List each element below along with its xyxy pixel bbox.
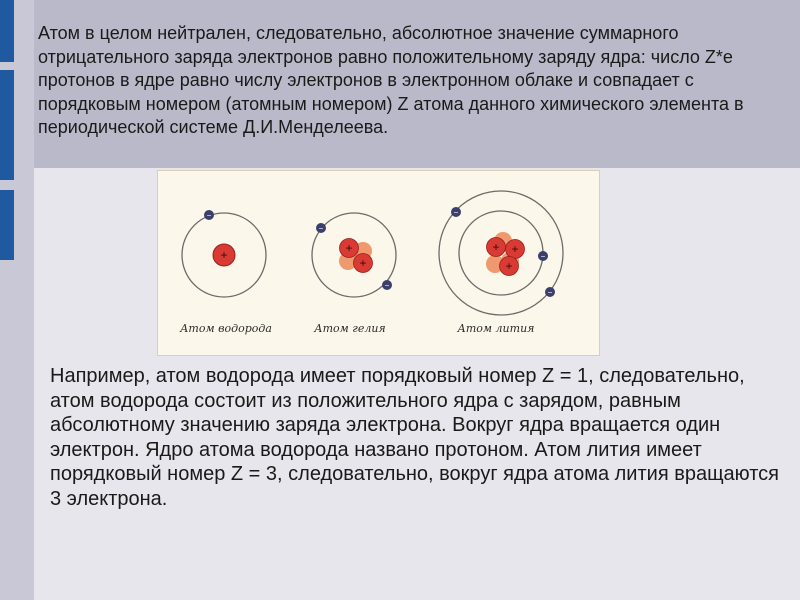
accent-bar bbox=[0, 190, 14, 260]
lithium-atom bbox=[439, 191, 563, 335]
atom-models-figure bbox=[157, 170, 600, 356]
electron-sign: − bbox=[318, 224, 324, 233]
electron-sign: − bbox=[547, 288, 553, 297]
electron-sign: − bbox=[540, 252, 546, 261]
atom-models-illustration bbox=[158, 171, 601, 357]
intro-paragraph: Атом в целом нейтрален, следовательно, абсолютное значение суммарного отрицательного заряда электронов равно положительному заряду ядра: число Z*e протонов в ядре равно числу электронов в электронном облаке и совпадает с порядковым номером (атомным номером) Z атома данного химического элемента в периодической системе Д.И.Менделеева. bbox=[38, 23, 744, 137]
caption-lithium: Атом лития bbox=[457, 322, 535, 335]
caption-helium: Атом гелия bbox=[314, 322, 386, 335]
electron-sign: − bbox=[206, 211, 212, 220]
accent-bar bbox=[0, 0, 14, 62]
hydrogen-atom bbox=[179, 210, 272, 335]
electron-sign: − bbox=[384, 281, 390, 290]
proton-sign: + bbox=[359, 256, 367, 270]
helium-atom bbox=[312, 213, 396, 335]
example-paragraph: Например, атом водорода имеет порядковый номер Z = 1, следовательно, атом водорода состоит из положительного ядра с зарядом, равным абсолютному значению заряда электрона. Вокруг ядра вращается один электрон. Ядро атома водорода названо протоном. Атом лития имеет порядковый номер Z = 3, следовательно, вокруг ядра атома лития вращаются 3 электрона. bbox=[50, 365, 779, 510]
accent-bar bbox=[0, 70, 14, 180]
proton-sign: + bbox=[345, 241, 353, 255]
electron-sign: − bbox=[453, 208, 459, 217]
proton-sign: + bbox=[492, 240, 500, 254]
proton-sign: + bbox=[505, 259, 513, 273]
proton-sign: + bbox=[511, 242, 519, 256]
caption-hydrogen: Атом водорода bbox=[180, 322, 272, 335]
proton-sign: + bbox=[220, 248, 228, 262]
